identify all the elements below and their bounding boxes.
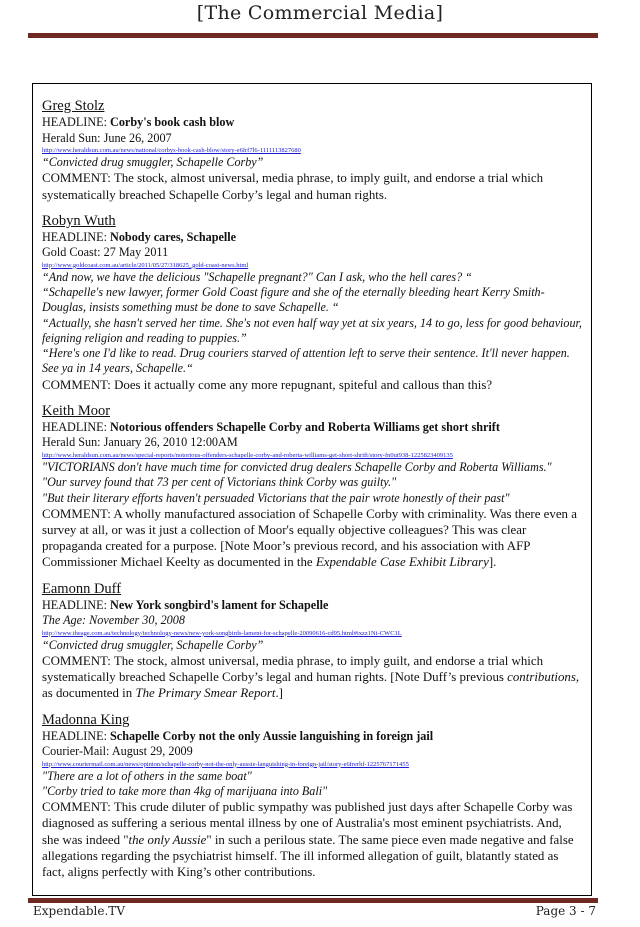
comment-text: Does it actually come any more repugnant, spiteful and callous than this? xyxy=(114,377,493,392)
quote: "Corby tried to take more than 4kg of marijuana into Bali" xyxy=(42,783,328,798)
source-date: The Age: November 30, 2008 xyxy=(42,613,185,628)
comment-reference: contributions, xyxy=(507,670,580,685)
headline-label: HEADLINE: xyxy=(42,728,111,743)
comment-text: A wholly manufactured association of Schapelle Corby with criminality. Was there even a survey at all, or was it just a collection of Moor's equally objective colleagues? This was clear propaganda created for a purpose. [Note Moor’s previous record, and his association with AFP Commissioner Michael Keelty as documented in the xyxy=(42,506,577,570)
content-frame xyxy=(32,83,592,896)
comment-reference: Expendable Case Exhibit Library xyxy=(315,555,489,570)
headline xyxy=(42,115,582,131)
article-entry xyxy=(42,712,582,881)
quote: "Our survey found that 73 per cent of Victorians think Corby was guilty." xyxy=(42,475,397,490)
headline-text: Corby's book cash blow xyxy=(110,115,235,129)
comment-text: This crude diluter of public sympathy was published just days after Schapelle Corby was diagnosed as suffering a serious mental illness by one of Australia's most eminent psychiatrists. And, she was indeed " xyxy=(42,800,573,847)
quote: “Here's one I'd like to read. Drug couriers starved of attention left to serve their sentence. It'll never happen. See ya in 14 years, Schapelle.“ xyxy=(42,346,570,376)
header-rule xyxy=(28,33,598,38)
source-date: Gold Coast: 27 May 2011 xyxy=(42,245,169,260)
headline xyxy=(42,420,582,436)
comment xyxy=(42,377,582,393)
comment xyxy=(42,799,582,880)
quote: "But their literary efforts haven't persuaded Victorians that the pair wrote honestly of their past" xyxy=(42,490,510,505)
comment-text: The stock, almost universal, media phrase, to imply guilt, and endorse a trial which systematically breached Schapelle Corby’s legal and human rights. xyxy=(42,171,544,202)
page-number: Page 3 - 7 xyxy=(535,904,596,918)
article-entry xyxy=(42,581,582,702)
article-entry xyxy=(42,213,582,393)
footer-site: Expendable.TV xyxy=(33,904,125,918)
comment-label: COMMENT: xyxy=(42,506,114,521)
quote: "There are a lot of others in the same boat" xyxy=(42,768,252,783)
quote: “Schapelle's new lawyer, former Gold Coast figure and she of the eternally bleeding heart Kerry Smith-Douglas, insists something must be done to save Schapelle. “ xyxy=(42,285,545,315)
footer-rule xyxy=(28,898,598,903)
headline-text: New York songbird's lament for Schapelle xyxy=(110,597,329,612)
quote: “Convicted drug smuggler, Schapelle Corby” xyxy=(42,155,264,169)
headline-label: HEADLINE: xyxy=(42,229,111,244)
article-link[interactable]: http://www.heraldsun.com.au/news/special-reports/notorious-offenders-schapelle-corby-and-roberta-williams-get-short-shrift/story-fn0ut938-1225823409135 xyxy=(42,451,453,459)
quote: “And now, we have the delicious "Schapelle pregnant?" Can I ask, who the hell cares? “ xyxy=(42,269,472,284)
article-link[interactable]: http://www.couriermail.com.au/news/opinion/schapelle-corby-not-the-only-aussie-languishing-in-foreign-jail/story-e6frerhf-1225767171455 xyxy=(42,760,409,768)
headline-text: Schapelle Corby not the only Aussie languishing in foreign jail xyxy=(110,728,434,743)
article-entry xyxy=(42,403,582,571)
comment-reference: the only Aussie xyxy=(128,832,207,847)
source-date: Herald Sun: January 26, 2010 12:00AM xyxy=(42,435,238,450)
article-link[interactable]: http://www.goldcoast.com.au/article/2011/05/27/318625_gold-coast-news.html xyxy=(42,261,249,269)
author-name: Greg Stolz xyxy=(42,98,105,114)
comment-tail: .] xyxy=(275,686,283,701)
headline-text: Nobody cares, Schapelle xyxy=(110,229,237,244)
author-name: Robyn Wuth xyxy=(42,212,116,229)
quote: "VICTORIANS don't have much time for convicted drug dealers Schapelle Corby and Roberta Williams." xyxy=(42,459,552,474)
comment xyxy=(42,170,582,202)
comment-label: COMMENT: xyxy=(42,653,114,668)
comment-label: COMMENT: xyxy=(42,800,114,815)
comment-text-mid: as documented in xyxy=(42,686,136,701)
article-entry xyxy=(42,98,582,203)
author-name: Madonna King xyxy=(42,711,130,728)
page-title: [The Commercial Media] xyxy=(196,2,444,24)
comment-tail: " in such a perilous state. The same piece even made negative and false allegations regarding the psychiatrist himself. The ill informed allegation of guilt, blatantly stated as fact, aligns perfectly with King’s other contributions. xyxy=(42,832,574,879)
comment-tail: ]. xyxy=(488,555,497,570)
headline xyxy=(42,729,582,745)
headline-label: HEADLINE: xyxy=(42,597,111,612)
headline-label: HEADLINE: xyxy=(42,419,111,434)
comment-text: The stock, almost universal, media phrase, to imply guilt, and endorse a trial which systematically breached Schapelle Corby’s legal and human rights. [Note Duff’s previous xyxy=(42,653,544,685)
article-link[interactable]: http://www.heraldsun.com.au/news/national/corbys-book-cash-blow/story-e6frf7l6-1111113827680 xyxy=(42,147,301,154)
comment-label: COMMENT: xyxy=(42,377,115,392)
comment-reference: The Primary Smear Report xyxy=(135,686,276,701)
comment xyxy=(42,653,582,702)
headline-text: Notorious offenders Schapelle Corby and Roberta Williams get short shrift xyxy=(110,419,500,434)
headline-label: HEADLINE: xyxy=(42,115,111,129)
source-date: Courier-Mail: August 29, 2009 xyxy=(42,744,193,759)
quote: “Convicted drug smuggler, Schapelle Corby” xyxy=(42,637,264,652)
article-link[interactable]: http://www.theage.com.au/technology/technology-news/new-york-songbirds-lament-for-schapelle-20090616-cd95.html#ixzz1Ni-CWC1L xyxy=(42,629,402,637)
headline xyxy=(42,598,582,614)
quote: “Actually, she hasn't served her time. She's not even half way yet at six years, 14 to go, less for good behaviour, feigning religion and reading to puppies.” xyxy=(42,315,582,345)
comment xyxy=(42,506,582,571)
comment-label: COMMENT: xyxy=(42,171,114,186)
source-date: Herald Sun: June 26, 2007 xyxy=(42,130,172,145)
author-name: Keith Moor xyxy=(42,402,111,419)
author-name: Eamonn Duff xyxy=(42,580,122,597)
headline xyxy=(42,230,582,246)
